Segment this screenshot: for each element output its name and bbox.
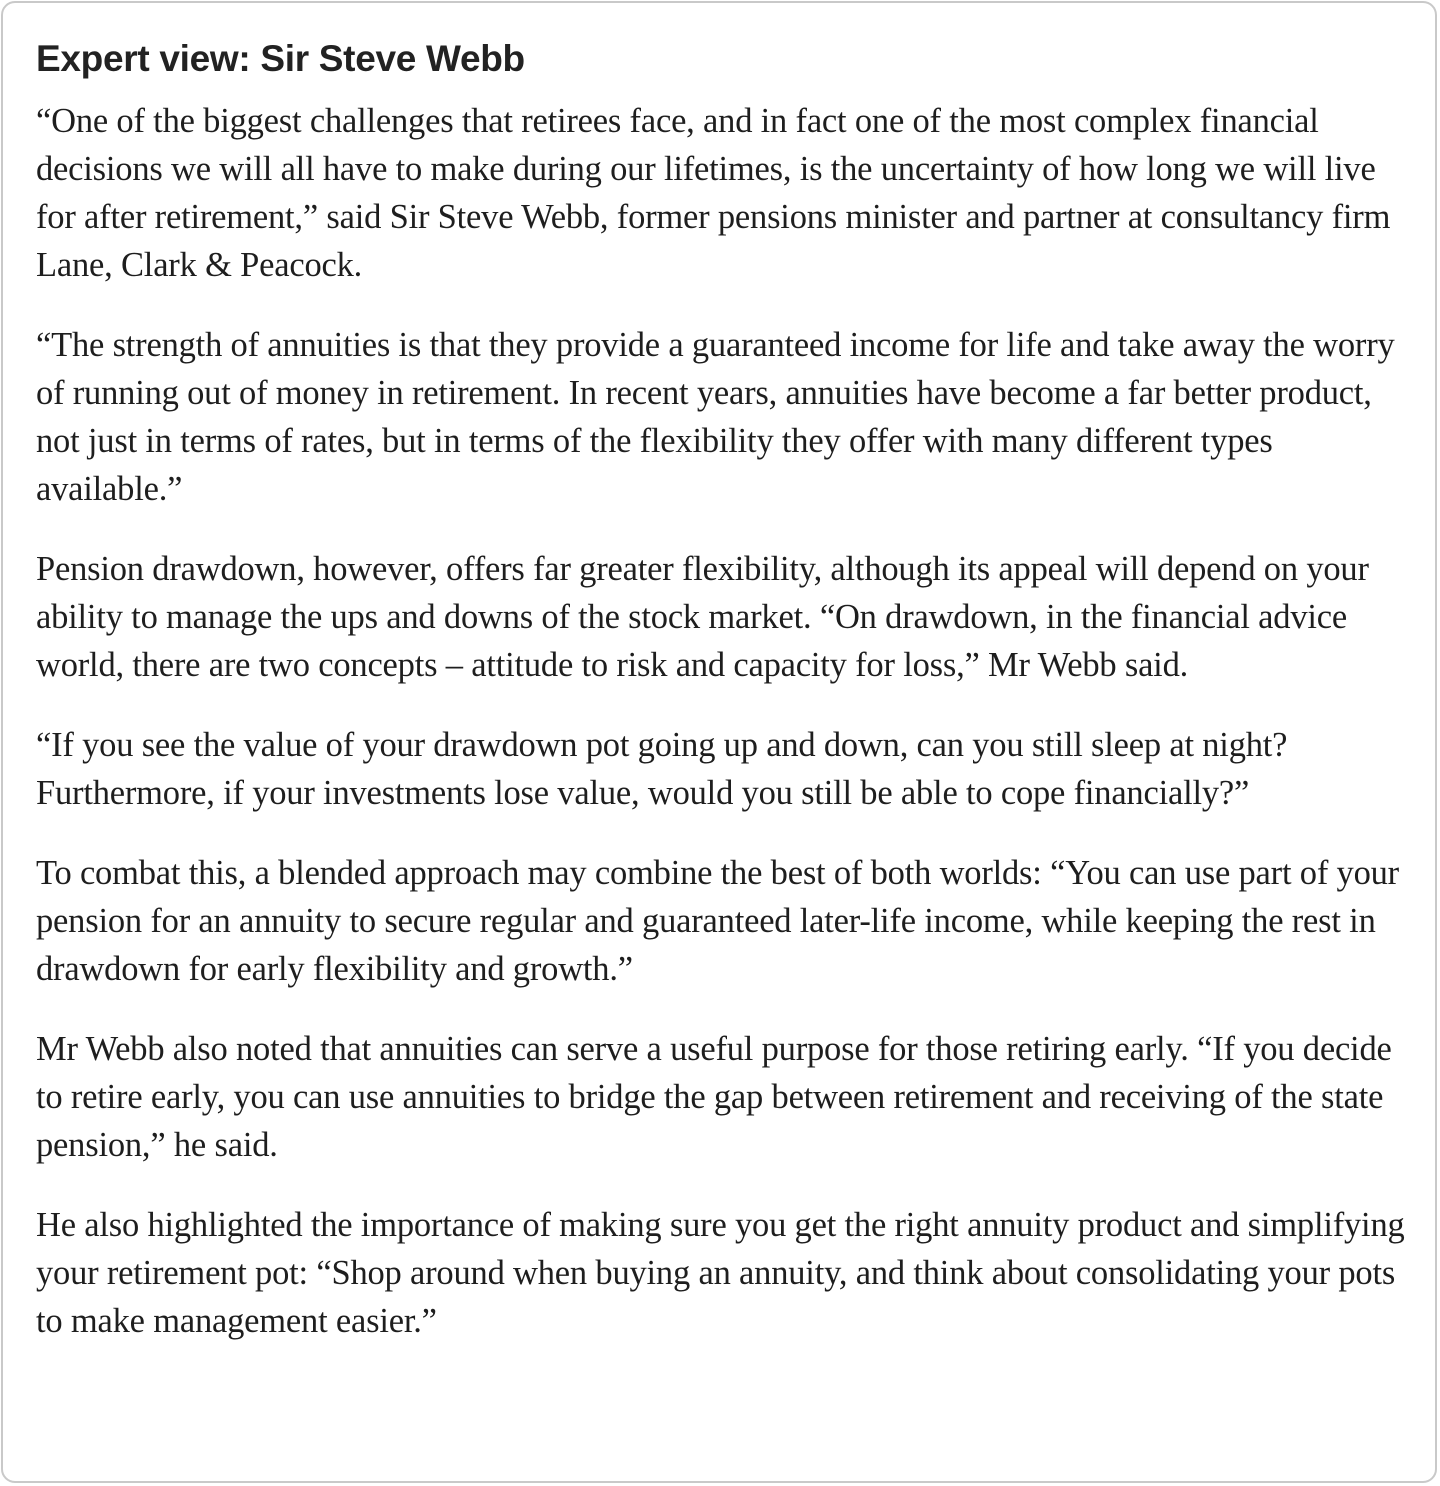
expert-view-box bbox=[1, 1, 1437, 1483]
paragraph-7: He also highlighted the importance of making sure you get the right annuity product and simplifying your retirement pot: “Shop around when buying an annuity, and think about consolidating your pots to make management easier.” bbox=[36, 1206, 1405, 1340]
paragraph-3: Pension drawdown, however, offers far greater flexibility, although its appeal will depend on your ability to manage the ups and downs of the stock market. “On drawdown, in the financial advice world, there are two concepts – attitude to risk and capacity for loss,” Mr Webb said. bbox=[36, 550, 1369, 684]
paragraph-1: “One of the biggest challenges that retirees face, and in fact one of the most complex financial decisions we will all have to make during our lifetimes, is the uncertainty of how long we will live for after retirement,” said Sir Steve Webb, former pensions minister and partner at consultancy firm Lane, Clark & Peacock. bbox=[36, 102, 1391, 284]
paragraph-6: Mr Webb also noted that annuities can serve a useful purpose for those retiring early. “If you decide to retire early, you can use annuities to bridge the gap between retirement and receiving of the state pension,” he said. bbox=[36, 1030, 1392, 1164]
box-title: Expert view: Sir Steve Webb bbox=[36, 38, 525, 79]
paragraph-2: “The strength of annuities is that they provide a guaranteed income for life and take away the worry of running out of money in retirement. In recent years, annuities have become a far better product, not just in terms of rates, but in terms of the flexibility they offer with many different types available.” bbox=[36, 326, 1395, 508]
paragraph-4: “If you see the value of your drawdown pot going up and down, can you still sleep at night? Furthermore, if your investments lose value, would you still be able to cope financially?” bbox=[36, 726, 1288, 812]
paragraph-5: To combat this, a blended approach may combine the best of both worlds: “You can use part of your pension for an annuity to secure regular and guaranteed later-life income, while keeping the rest in drawdown for early flexibility and growth.” bbox=[36, 854, 1399, 988]
